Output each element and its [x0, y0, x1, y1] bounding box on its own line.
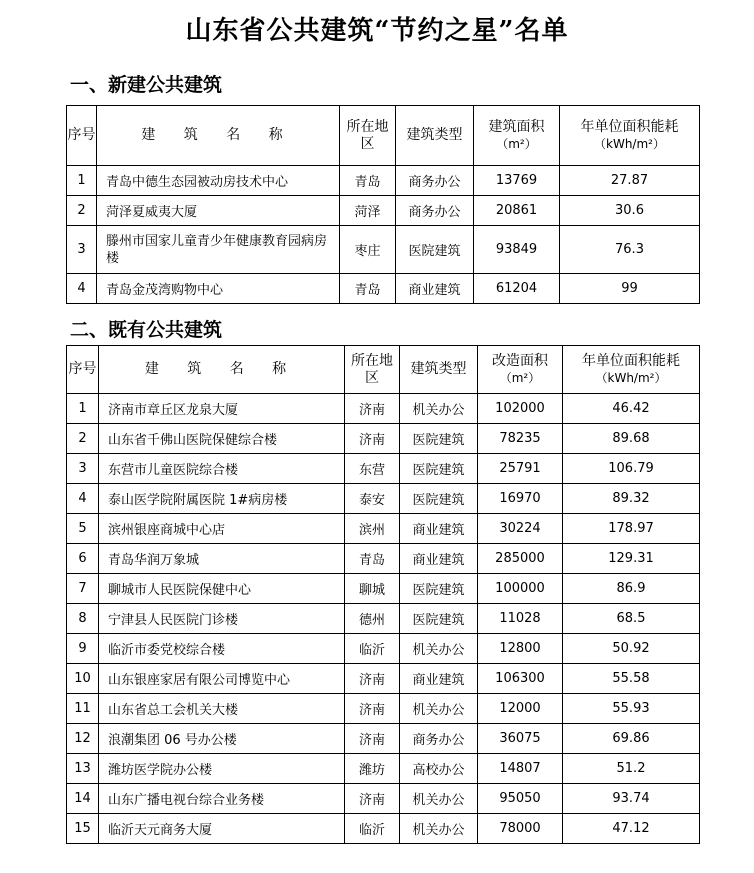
cell-area: 12800: [478, 634, 563, 664]
cell-name: 东营市儿童医院综合楼: [99, 454, 345, 484]
cell-name: 聊城市人民医院保健中心: [99, 574, 345, 604]
cell-energy: 89.68: [563, 424, 700, 454]
cell-type: 医院建筑: [400, 574, 478, 604]
cell-energy: 50.92: [563, 634, 700, 664]
cell-area: 106300: [478, 664, 563, 694]
table-row: [67, 196, 700, 226]
cell-seq: 3: [67, 226, 97, 274]
header-type: 建筑类型: [396, 106, 474, 166]
cell-area: 78235: [478, 424, 563, 454]
cell-region: 东营: [345, 454, 400, 484]
cell-type: 商业建筑: [400, 544, 478, 574]
cell-name: 宁津县人民医院门诊楼: [99, 604, 345, 634]
cell-region: 德州: [345, 604, 400, 634]
table-body: [67, 166, 700, 304]
cell-type: 机关办公: [400, 694, 478, 724]
cell-area: 61204: [474, 274, 560, 304]
cell-area: 30224: [478, 514, 563, 544]
cell-energy: 46.42: [563, 394, 700, 424]
cell-name: 潍坊医学院办公楼: [99, 754, 345, 784]
cell-area: 95050: [478, 784, 563, 814]
cell-type: 医院建筑: [396, 226, 474, 274]
table-row: [67, 694, 700, 724]
cell-name: 青岛华润万象城: [99, 544, 345, 574]
cell-type: 商务办公: [400, 724, 478, 754]
cell-seq: 5: [67, 514, 99, 544]
new-buildings-table: [66, 105, 700, 304]
cell-area: 20861: [474, 196, 560, 226]
cell-region: 临沂: [345, 634, 400, 664]
cell-energy: 30.6: [560, 196, 700, 226]
cell-type: 医院建筑: [400, 424, 478, 454]
cell-area: 93849: [474, 226, 560, 274]
cell-energy: 55.58: [563, 664, 700, 694]
cell-area: 12000: [478, 694, 563, 724]
cell-seq: 11: [67, 694, 99, 724]
cell-energy: 68.5: [563, 604, 700, 634]
cell-seq: 9: [67, 634, 99, 664]
cell-seq: 7: [67, 574, 99, 604]
table-row: [67, 544, 700, 574]
cell-name: 山东广播电视台综合业务楼: [99, 784, 345, 814]
table-body: [67, 394, 700, 844]
cell-energy: 99: [560, 274, 700, 304]
header-area: 建筑面积 （m²）: [474, 106, 560, 166]
cell-name: 临沂市委党校综合楼: [99, 634, 345, 664]
cell-type: 高校办公: [400, 754, 478, 784]
cell-region: 临沂: [345, 814, 400, 844]
cell-region: 聊城: [345, 574, 400, 604]
cell-region: 青岛: [345, 544, 400, 574]
cell-seq: 12: [67, 724, 99, 754]
cell-area: 11028: [478, 604, 563, 634]
cell-name: 山东省总工会机关大楼: [99, 694, 345, 724]
cell-energy: 93.74: [563, 784, 700, 814]
table-row: [67, 424, 700, 454]
header-seq: 序号: [67, 106, 97, 166]
header-region: 所在地区: [340, 106, 396, 166]
table-row: [67, 664, 700, 694]
table-row: [67, 394, 700, 424]
cell-type: 机关办公: [400, 634, 478, 664]
header-energy: 年单位面积能耗 （kWh/m²）: [563, 346, 700, 394]
table-row: [67, 574, 700, 604]
cell-energy: 76.3: [560, 226, 700, 274]
header-type: 建筑类型: [400, 346, 478, 394]
cell-region: 青岛: [340, 274, 396, 304]
cell-seq: 2: [67, 424, 99, 454]
cell-name: 山东省千佛山医院保健综合楼: [99, 424, 345, 454]
cell-energy: 86.9: [563, 574, 700, 604]
cell-seq: 4: [67, 484, 99, 514]
cell-region: 济南: [345, 724, 400, 754]
cell-type: 机关办公: [400, 814, 478, 844]
cell-seq: 15: [67, 814, 99, 844]
cell-type: 医院建筑: [400, 484, 478, 514]
cell-area: 16970: [478, 484, 563, 514]
cell-seq: 13: [67, 754, 99, 784]
cell-type: 机关办公: [400, 784, 478, 814]
cell-name: 青岛中德生态园被动房技术中心: [97, 166, 340, 196]
cell-energy: 55.93: [563, 694, 700, 724]
cell-energy: 47.12: [563, 814, 700, 844]
cell-energy: 51.2: [563, 754, 700, 784]
cell-seq: 1: [67, 166, 97, 196]
table-row: [67, 514, 700, 544]
existing-buildings-table: [66, 345, 700, 844]
cell-seq: 14: [67, 784, 99, 814]
cell-seq: 2: [67, 196, 97, 226]
cell-area: 285000: [478, 544, 563, 574]
cell-region: 济南: [345, 424, 400, 454]
section-heading-new: 一、新建公共建筑: [70, 74, 223, 96]
table-row: [67, 274, 700, 304]
cell-name: 浪潮集团 06 号办公楼: [99, 724, 345, 754]
cell-energy: 106.79: [563, 454, 700, 484]
table-row: [67, 484, 700, 514]
cell-region: 滨州: [345, 514, 400, 544]
cell-region: 济南: [345, 694, 400, 724]
cell-name: 菏泽夏威夷大厦: [97, 196, 340, 226]
cell-area: 14807: [478, 754, 563, 784]
cell-area: 100000: [478, 574, 563, 604]
cell-seq: 3: [67, 454, 99, 484]
cell-region: 济南: [345, 784, 400, 814]
cell-energy: 178.97: [563, 514, 700, 544]
table-header-row: [67, 346, 700, 394]
cell-name: 泰山医学院附属医院 1#病房楼: [99, 484, 345, 514]
cell-seq: 8: [67, 604, 99, 634]
cell-seq: 6: [67, 544, 99, 574]
cell-type: 医院建筑: [400, 604, 478, 634]
cell-region: 枣庄: [340, 226, 396, 274]
cell-type: 机关办公: [400, 394, 478, 424]
table-row: [67, 166, 700, 196]
section-heading-existing: 二、既有公共建筑: [70, 319, 223, 341]
table-row: [67, 454, 700, 484]
header-seq: 序号: [67, 346, 99, 394]
table-row: [67, 226, 700, 274]
page-title: 山东省公共建筑“节约之星”名单: [185, 16, 569, 46]
cell-name: 滨州银座商城中心店: [99, 514, 345, 544]
cell-type: 商业建筑: [400, 664, 478, 694]
cell-region: 济南: [345, 664, 400, 694]
header-name: 建 筑 名 称: [99, 346, 345, 394]
table-row: [67, 814, 700, 844]
cell-energy: 89.32: [563, 484, 700, 514]
cell-type: 商业建筑: [400, 514, 478, 544]
table-row: [67, 754, 700, 784]
cell-energy: 69.86: [563, 724, 700, 754]
cell-area: 13769: [474, 166, 560, 196]
cell-name: 济南市章丘区龙泉大厦: [99, 394, 345, 424]
cell-name: 青岛金茂湾购物中心: [97, 274, 340, 304]
cell-name: 临沂天元商务大厦: [99, 814, 345, 844]
table-row: [67, 724, 700, 754]
cell-seq: 4: [67, 274, 97, 304]
cell-name: 滕州市国家儿童青少年健康教育园病房楼: [97, 226, 340, 274]
cell-type: 商业建筑: [396, 274, 474, 304]
header-region: 所在地区: [345, 346, 400, 394]
cell-type: 商务办公: [396, 166, 474, 196]
table-row: [67, 634, 700, 664]
cell-region: 济南: [345, 394, 400, 424]
cell-energy: 27.87: [560, 166, 700, 196]
table-row: [67, 604, 700, 634]
cell-area: 36075: [478, 724, 563, 754]
table-row: [67, 784, 700, 814]
cell-area: 78000: [478, 814, 563, 844]
cell-region: 青岛: [340, 166, 396, 196]
cell-seq: 10: [67, 664, 99, 694]
cell-type: 商务办公: [396, 196, 474, 226]
header-energy: 年单位面积能耗 （kWh/m²）: [560, 106, 700, 166]
header-name: 建 筑 名 称: [97, 106, 340, 166]
cell-type: 医院建筑: [400, 454, 478, 484]
cell-seq: 1: [67, 394, 99, 424]
cell-energy: 129.31: [563, 544, 700, 574]
table-header-row: [67, 106, 700, 166]
cell-area: 102000: [478, 394, 563, 424]
cell-name: 山东银座家居有限公司博览中心: [99, 664, 345, 694]
cell-region: 潍坊: [345, 754, 400, 784]
cell-region: 菏泽: [340, 196, 396, 226]
cell-area: 25791: [478, 454, 563, 484]
cell-region: 泰安: [345, 484, 400, 514]
header-area: 改造面积 （m²）: [478, 346, 563, 394]
